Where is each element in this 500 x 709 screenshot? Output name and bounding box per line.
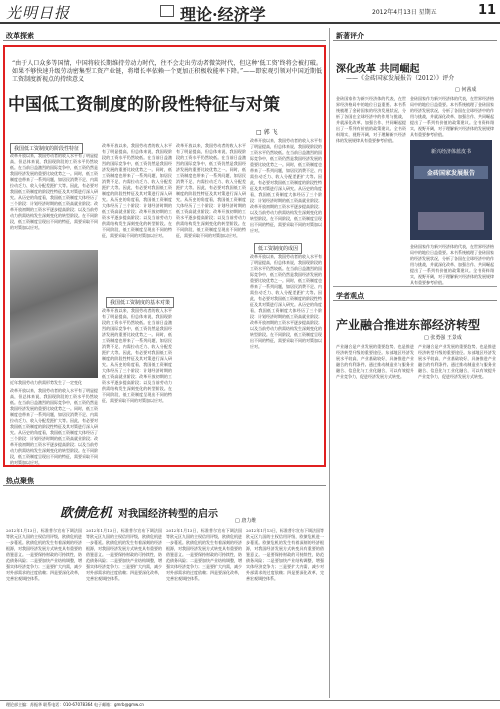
column-label-scholar: 学者观点: [333, 290, 497, 301]
issue-date: 2012年4月13日 星期五: [372, 9, 437, 16]
hotspot-body-col-3: 2012年1月13日，标准普尔宣布下调法国等欧元区九国的主权信用评级，欧债危机进一步蔓延。欧债危机的发生有着深刻的经济根源，对我国经济发展方式转变具有重要的借鉴意义。一是要保持财政的可持续性，防范债务风险；二是要加快产业结构调整，增强实体经济竞争力；三是要扩大内需，减少对外部需求的过度依赖；四是要深化改革，完善宏观调控体系。: [166, 528, 242, 581]
page-number: 11: [478, 3, 497, 18]
review-body-col-3: 金砖国家作为新兴经济体的代表，在世界经济格局中的地位日益重要。本书系统梳理了金砖国家的经济发展状况，分析了各国在全球经济中的作用与挑战，并就深化改革、加强合作、共同崛起提出了一系列有价值的政策建议。全书资料翔实，视野开阔，对于理解新兴经济体的发展规律具有重要参考价值。: [410, 244, 494, 285]
book-cover-image: [410, 140, 492, 240]
column-divider: [329, 28, 330, 698]
section-title: 理论·经济学: [180, 5, 266, 24]
masthead: [0, 0, 500, 24]
hotspot-body-col-2: 2012年1月13日，标准普尔宣布下调法国等欧元区九国的主权信用评级，欧债危机进一步蔓延。欧债危机的发生有着深刻的经济根源，对我国经济发展方式转变具有重要的借鉴意义。一是要保持财政的可持续性，防范债务风险；二是要加快产业结构调整，增强实体经济竞争力；三是要扩大内需，减少对外部需求的过度依赖；四是要深化改革，完善宏观调控体系。: [86, 528, 162, 581]
article-body-col-6: 改革开放以来，我国劳动者的收入水平有了明显提高，但总体来说，我国现阶段的工资水平仍然较低。在当前日益激烈的国际竞争中，低工资仍然是我国经济发展的重要比较优势之一。同时，低工资制度也带来了一系列问题，如居民消费不足、内需拉动乏力、收入分配差距扩大等。因此，有必要对我国低工资制度的阶段性特征及其对策进行深入研究。从历史的角度看，我国低工资制度大体经历了三个阶段：计划经济时期的低工资高就业阶段；改革开放初期的工资水平逐步提高阶段；以及当前劳动力供需结构发生深刻变化的转型阶段。在不同阶段，低工资制度呈现出不同的特征，需要采取不同的对策加以应对。: [250, 254, 322, 349]
subhead-2: 我国低工资制度的基本对策: [106, 297, 174, 308]
book-series-title: 新兴经济体蓝皮书: [430, 149, 471, 155]
page-footer: 理论部主编：苏振华 联系电话：010-67078364 电子邮箱：gmrb@gmw.cn: [0, 700, 500, 709]
article-byline: □ 郭 飞: [256, 129, 278, 136]
hotspot-headline-rest: 对我国经济转型的启示: [118, 509, 219, 520]
review-author: □ 何茜成: [455, 87, 477, 93]
review-body-col-2: 金砖国家作为新兴经济体的代表，在世界经济格局中的地位日益重要。本书系统梳理了金砖国家的经济发展状况，分析了各国在全球经济中的作用与挑战，并就深化改革、加强合作、共同崛起提出了一系列有价值的政策建议。全书资料翔实，视野开阔，对于理解新兴经济体的发展规律具有重要参考价值。: [410, 96, 494, 137]
scholar-headline: 产业融合推进东部经济转型: [336, 318, 481, 332]
book-cover-graphic: [418, 212, 484, 230]
newspaper-logo: 光明日报: [6, 4, 71, 22]
scholar-body-col-1: 产业融合是产业发展的重要趋势，也是推进经济转型升级的重要途径。东部地区经济发展水平较高，产业基础较好，具备推进产业融合的有利条件。通过推动制造业与服务业融合、信息化与工业化融合，可以有效提升产业竞争力，促进经济发展方式转变。: [336, 344, 414, 379]
scholar-body-col-2: 产业融合是产业发展的重要趋势，也是推进经济转型升级的重要途径。东部地区经济发展水平较高，产业基础较好，具备推进产业融合的有利条件。通过推动制造业与服务业融合、信息化与工业化融合，可以有效提升产业竞争力，促进经济发展方式转变。: [418, 344, 496, 379]
review-body-col-1: 金砖国家作为新兴经济体的代表，在世界经济格局中的地位日益重要。本书系统梳理了金砖国家的经济发展状况，分析了各国在全球经济中的作用与挑战，并就深化改革、加强合作、共同崛起提出了一系列有价值的政策建议。全书资料翔实，视野开阔，对于理解新兴经济体的发展规律具有重要参考价值。: [336, 96, 406, 143]
column-label-reform: 改革探索: [3, 30, 326, 41]
hotspot-headline: [60, 502, 218, 521]
article-pull-quote: [12, 60, 322, 84]
book-title: 金砖国家发展报告: [414, 166, 488, 179]
review-subtitle: ——《金砖国家发展报告（2012）》评介: [346, 75, 455, 82]
scholar-author: □ 张勇强 王景成: [424, 335, 462, 341]
subhead-1: 我国低工资制度的阶段性特征: [10, 143, 83, 154]
article-headline: 中国低工资制度的阶段性特征与对策: [8, 95, 280, 115]
section-deco-icon: [160, 5, 174, 17]
article-body-col-3: 改革开放以来，我国劳动者的收入水平有了明显提高，但总体来说，我国现阶段的工资水平仍然较低。在当前日益激烈的国际竞争中，低工资仍然是我国经济发展的重要比较优势之一。同时，低工资制度也带来了一系列问题，如居民消费不足、内需拉动乏力、收入分配差距扩大等。因此，有必要对我国低工资制度的阶段性特征及其对策进行深入研究。从历史的角度看，我国低工资制度大体经历了三个阶段：计划经济时期的低工资高就业阶段；改革开放初期的工资水平逐步提高阶段；以及当前劳动力供需结构发生深刻变化的转型阶段。在不同阶段，低工资制度呈现出不同的特征，需要采取不同的对策加以应对。: [102, 308, 172, 403]
review-headline: 深化改革 共同崛起: [336, 64, 420, 75]
article-body-col-4: 改革开放以来，我国劳动者的收入水平有了明显提高，但总体来说，我国现阶段的工资水平仍然较低。在当前日益激烈的国际竞争中，低工资仍然是我国经济发展的重要比较优势之一。同时，低工资制度也带来了一系列问题，如居民消费不足、内需拉动乏力、收入分配差距扩大等。因此，有必要对我国低工资制度的阶段性特征及其对策进行深入研究。从历史的角度看，我国低工资制度大体经历了三个阶段：计划经济时期的低工资高就业阶段；改革开放初期的工资水平逐步提高阶段；以及当前劳动力供需结构发生深刻变化的转型阶段。在不同阶段，低工资制度呈现出不同的特征，需要采取不同的对策加以应对。: [176, 143, 246, 238]
article-body-col-1: 改革开放以来，我国劳动者的收入水平有了明显提高，但总体来说，我国现阶段的工资水平仍然较低。在当前日益激烈的国际竞争中，低工资仍然是我国经济发展的重要比较优势之一。同时，低工资制度也带来了一系列问题，如居民消费不足、内需拉动乏力、收入分配差距扩大等。因此，有必要对我国低工资制度的阶段性特征及其对策进行深入研究。从历史的角度看，我国低工资制度大体经历了三个阶段：计划经济时期的低工资高就业阶段；改革开放初期的工资水平逐步提高阶段；以及当前劳动力供需结构发生深刻变化的转型阶段。在不同阶段，低工资制度呈现出不同的特征，需要采取不同的对策加以应对。: [10, 153, 98, 230]
article-body-col-2: 改革开放以来，我国劳动者的收入水平有了明显提高，但总体来说，我国现阶段的工资水平仍然较低。在当前日益激烈的国际竞争中，低工资仍然是我国经济发展的重要比较优势之一。同时，低工资制度也带来了一系列问题，如居民消费不足、内需拉动乏力、收入分配差距扩大等。因此，有必要对我国低工资制度的阶段性特征及其对策进行深入研究。从历史的角度看，我国低工资制度大体经历了三个阶段：计划经济时期的低工资高就业阶段；改革开放初期的工资水平逐步提高阶段；以及当前劳动力供需结构发生深刻变化的转型阶段。在不同阶段，低工资制度呈现出不同的特征，需要采取不同的对策加以应对。: [102, 143, 172, 238]
column-label-hotspot: 热点聚焦: [3, 475, 326, 486]
subhead-3: 低工资制度的成因: [254, 243, 302, 254]
pull-quote-text: “由于人口众多等国情，中国将较长期维持劳动力时代，往不会走出劳动者微笑时代，但这种‘低工资’终将会被打破。如果不够快速升级劳动密集型工资产业链，将增长率依赖一个更加正积极收能率下降。”——即宏观引领对中国近期低工资制度新视点的持续意义: [12, 60, 322, 83]
hotspot-headline-main: 欧债危机: [60, 506, 113, 521]
column-label-review: 新著评介: [333, 30, 497, 41]
article-body-col-5: 改革开放以来，我国劳动者的收入水平有了明显提高，但总体来说，我国现阶段的工资水平仍然较低。在当前日益激烈的国际竞争中，低工资仍然是我国经济发展的重要比较优势之一。同时，低工资制度也带来了一系列问题，如居民消费不足、内需拉动乏力、收入分配差距扩大等。因此，有必要对我国低工资制度的阶段性特征及其对策进行深入研究。从历史的角度看，我国低工资制度大体经历了三个阶段：计划经济时期的低工资高就业阶段；改革开放初期的工资水平逐步提高阶段；以及当前劳动力供需结构发生深刻变化的转型阶段。在不同阶段，低工资制度呈现出不同的特征，需要采取不同的对策加以应对。: [250, 138, 322, 233]
hotspot-body-col-1: 2012年1月13日，标准普尔宣布下调法国等欧元区九国的主权信用评级，欧债危机进一步蔓延。欧债危机的发生有着深刻的经济根源，对我国经济发展方式转变具有重要的借鉴意义。一是要保持财政的可持续性，防范债务风险；二是要加快产业结构调整，增强实体经济竞争力；三是要扩大内需，减少对外部需求的过度依赖；四是要深化改革，完善宏观调控体系。: [6, 528, 82, 581]
article-photo: [10, 250, 98, 385]
hotspot-author: □ 唐力维: [235, 518, 257, 524]
hotspot-body-col-4: 2012年1月13日，标准普尔宣布下调法国等欧元区九国的主权信用评级，欧债危机进一步蔓延。欧债危机的发生有着深刻的经济根源，对我国经济发展方式转变具有重要的借鉴意义。一是要保持财政的可持续性，防范债务风险；二是要加快产业结构调整，增强实体经济竞争力；三是要扩大内需，减少对外部需求的过度依赖；四是要深化改革，完善宏观调控体系。: [246, 528, 324, 581]
photo-caption: 近年我国劳动力供需形势发生了一定变化: [10, 380, 82, 385]
section-divider: [333, 286, 497, 287]
article-body-col-7: 改革开放以来，我国劳动者的收入水平有了明显提高，但总体来说，我国现阶段的工资水平仍然较低。在当前日益激烈的国际竞争中，低工资仍然是我国经济发展的重要比较优势之一。同时，低工资制度也带来了一系列问题，如居民消费不足、内需拉动乏力、收入分配差距扩大等。因此，有必要对我国低工资制度的阶段性特征及其对策进行深入研究。从历史的角度看，我国低工资制度大体经历了三个阶段：计划经济时期的低工资高就业阶段；改革开放初期的工资水平逐步提高阶段；以及当前劳动力供需结构发生深刻变化的转型阶段。在不同阶段，低工资制度呈现出不同的特征，需要采取不同的对策加以应对。: [10, 388, 98, 465]
